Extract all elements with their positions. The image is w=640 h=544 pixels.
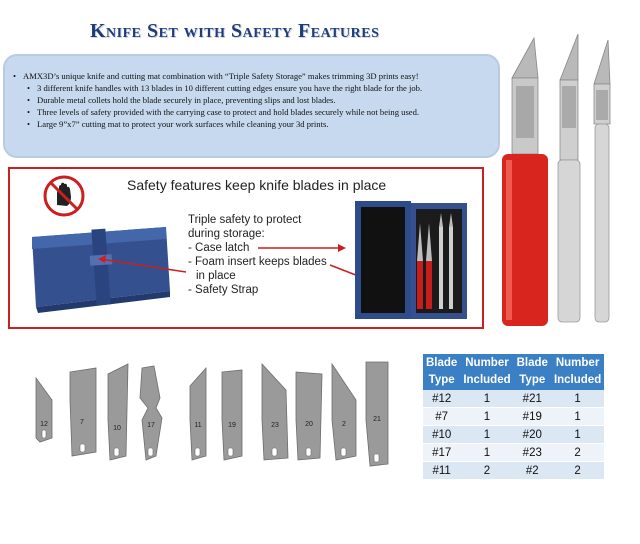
- closed-case-image: [24, 217, 174, 313]
- table-header: Number Included: [551, 354, 604, 390]
- knife-handles-image: [498, 30, 638, 330]
- blade-label: 11: [194, 422, 202, 429]
- bullet-item: • 3 different knife handles with 13 blades in 10 different cutting edges ensure you have the right blade for the job.: [27, 83, 423, 93]
- bullet-item: • Large 9”x7” cutting mat to protect your work surfaces while cleaning your 3d prints.: [27, 119, 329, 129]
- feature-bullet-list: [3, 54, 500, 158]
- table-header: Blade Type: [514, 354, 551, 390]
- blade-label: 21: [373, 416, 381, 423]
- blade-label: 12: [40, 421, 48, 428]
- blade-label: 23: [271, 422, 279, 429]
- table-row: #7 1 #19 1: [423, 408, 604, 426]
- table-row: #11 2 #2 2: [423, 462, 604, 480]
- bullet-item: • AMX3D’s unique knife and cutting mat combination with “Triple Safety Storage” makes trimming 3D prints easy!: [13, 71, 419, 81]
- page-title: Knife Set with Safety Features: [90, 20, 380, 42]
- blade-label: 2: [342, 421, 346, 428]
- blade-label: 20: [305, 421, 313, 428]
- blade-label: 7: [80, 419, 84, 426]
- bullet-item: • Three levels of safety provided with the carrying case to protect and hold blades securely while not being used.: [27, 107, 420, 117]
- table-header: Number Included: [460, 354, 513, 390]
- blade-label: 10: [113, 425, 121, 432]
- table-row: #17 1 #23 2: [423, 444, 604, 462]
- safety-description: Triple safety to protect during storage: - Case latch - Foam insert keeps blades in place - Safety Strap: [188, 214, 327, 296]
- blade-label: 17: [147, 422, 155, 429]
- safety-features-panel: [8, 167, 484, 329]
- bullet-item: • Durable metal collets hold the blade securely in place, preventing slips and lost blades.: [27, 95, 336, 105]
- blade-label: 19: [228, 422, 236, 429]
- safety-heading: Safety features keep knife blades in place: [127, 177, 387, 193]
- blade-table: [423, 354, 604, 480]
- open-case-image: [355, 201, 469, 321]
- table-header: Blade Type: [423, 354, 460, 390]
- blade-assortment-image: [30, 360, 400, 475]
- no-hand-icon: [43, 175, 85, 217]
- table-row: #10 1 #20 1: [423, 426, 604, 444]
- table-row: #12 1 #21 1: [423, 390, 604, 408]
